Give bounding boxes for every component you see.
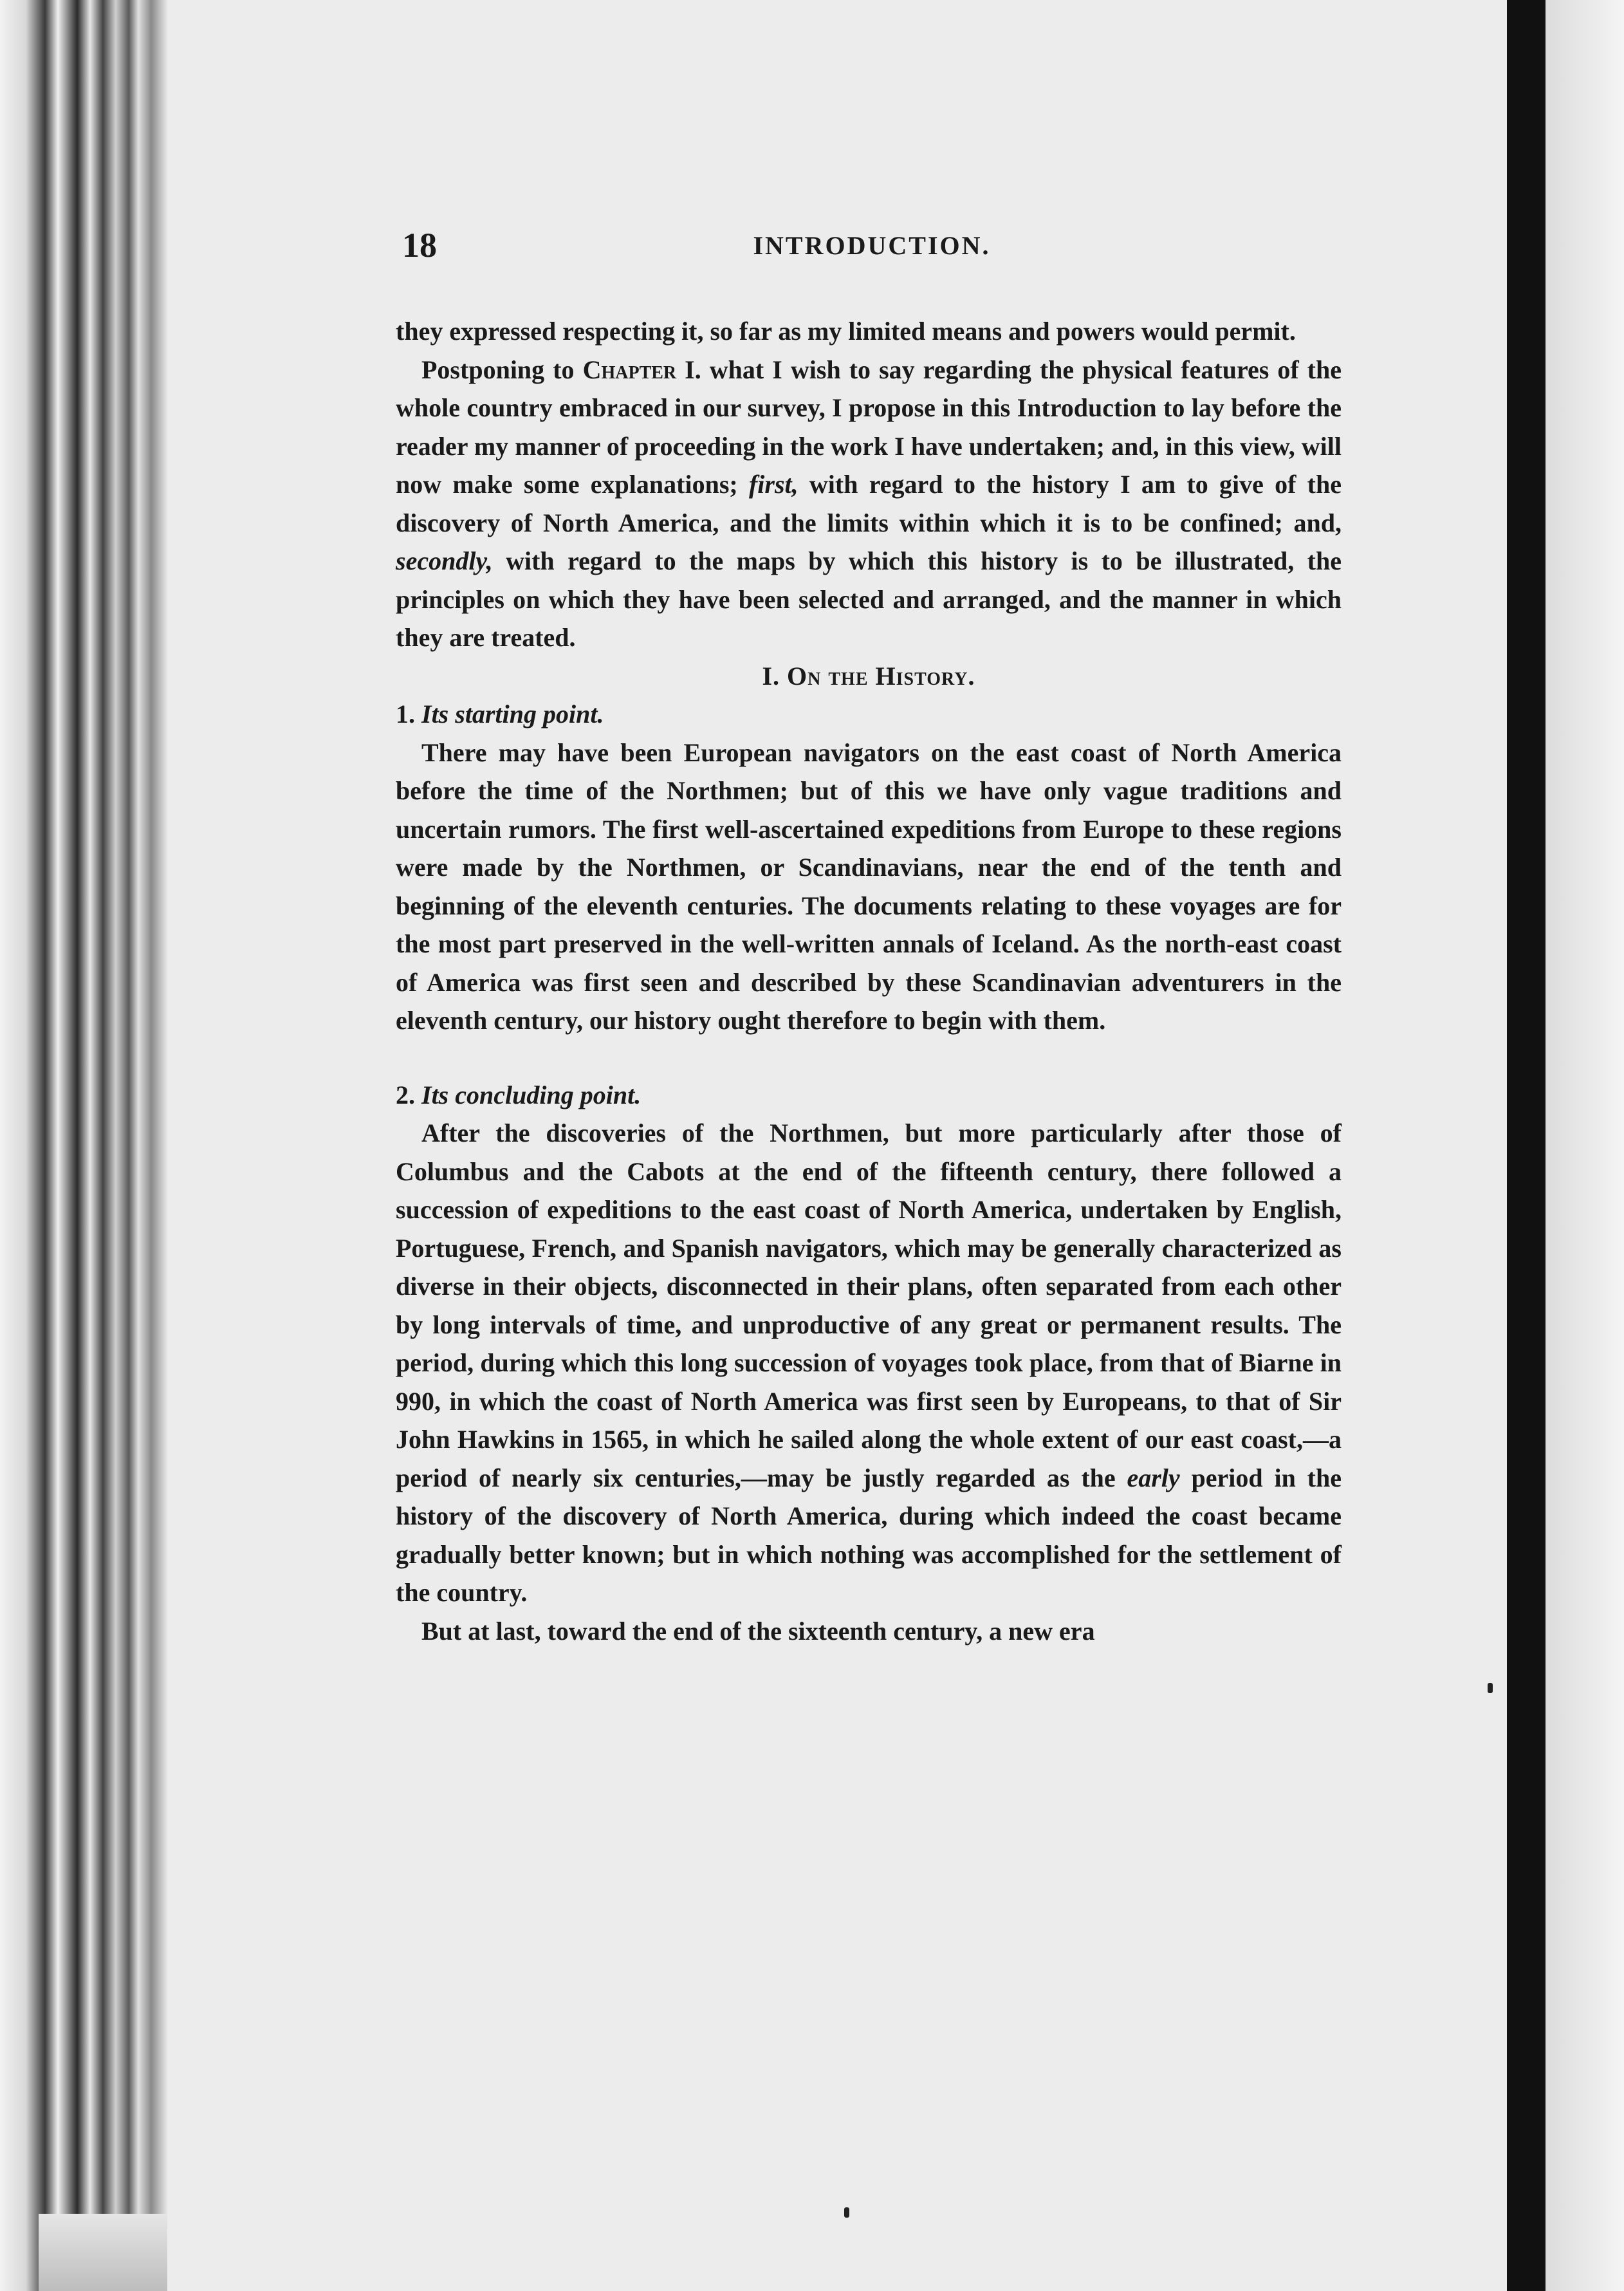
p4-text-b: period in the history of the discovery of North America, during which indeed the coast became gradually better known; but in which nothing was accomplished for the settlement of the country. [396,1463,1342,1607]
p2-text-d: with regard to the maps by which this history is to be illustrated, the principles on which they have been selected and arranged, and the manner in which they are treated. [396,546,1342,652]
paragraph-2 [396,351,1342,657]
facing-page-edge [1546,0,1624,2291]
p4-early: early [1127,1463,1180,1492]
spacer [396,1040,1342,1076]
p2-text-b: I. what I wish to say regarding the physical features of the whole country embraced in our survey, I propose in this Introduction to lay before the reader my manner of proceeding in the work I have undertaken; and, in this view, will now make some explanations; [396,355,1342,499]
p2-first: first, [748,470,798,499]
subheading-2 [396,1076,1342,1115]
subheading-2-number: 2. [396,1080,415,1109]
p4-text-a: After the discoveries of the Northmen, but more particularly after those of Columbus and the Cabots at the end of the fifteenth century, there followed a succession of expeditions to the east coast of North America, undertaken by English, Portuguese, French, and Spanish navigators, which may be generally characterized as diverse in their objects, disconnected in their plans, often separated from each other by long intervals of time, and unproductive of any great or permanent results. The period, during which this long succession of voyages took place, from that of Biarne in 990, in which the coast of North America was first seen by Europeans, to that of Sir John Hawkins in 1565, in which he sailed along the whole extent of our east coast,—a period of nearly six centuries,—may be justly regarded as the [396,1118,1342,1492]
p2-text-a: Postponing to [421,355,583,384]
p2-secondly: secondly, [396,546,493,575]
paragraph-4 [396,1114,1342,1612]
subheading-1 [396,695,1342,734]
paragraph-1: they expressed respecting it, so far as my limited means and powers would permit. [396,317,1296,346]
p2-text-c: with regard to the history I am to give of the discovery of North America, and the limits within which it is to be confined; and, [396,470,1342,537]
section-heading: I. On the History. [762,661,975,691]
book-binding [0,0,167,2291]
chapter-ref: Chapter [582,355,677,384]
binding-shadow [39,2214,167,2291]
paragraph-5: But at last, toward the end of the sixteenth century, a new era [421,1616,1095,1646]
subheading-1-title: Its starting point. [421,700,604,728]
scan-speck [844,2207,849,2218]
scan-speck [1488,1683,1493,1693]
page-header [402,225,1342,277]
paragraph-3: There may have been European navigators on the east coast of North America before the time of the Northmen; but of this we have only vague traditions and uncertain rumors. The first well-ascertained expeditions from Europe to these regions were made by the Northmen, or Scandinavians, near the end of the tenth and beginning of the eleventh centuries. The documents relating to these voyages are for the most part preserved in the well-written annals of Iceland. As the north-east coast of America was first seen and described by these Scandinavian adventurers in the eleventh century, our history ought therefore to begin with them. [396,737,1342,1035]
subheading-2-title: Its concluding point. [421,1080,641,1109]
page-body [396,312,1342,1650]
subheading-1-number: 1. [396,700,415,728]
page-gutter [1507,0,1546,2291]
page-number: 18 [402,226,437,264]
running-head: INTRODUCTION. [753,231,991,260]
